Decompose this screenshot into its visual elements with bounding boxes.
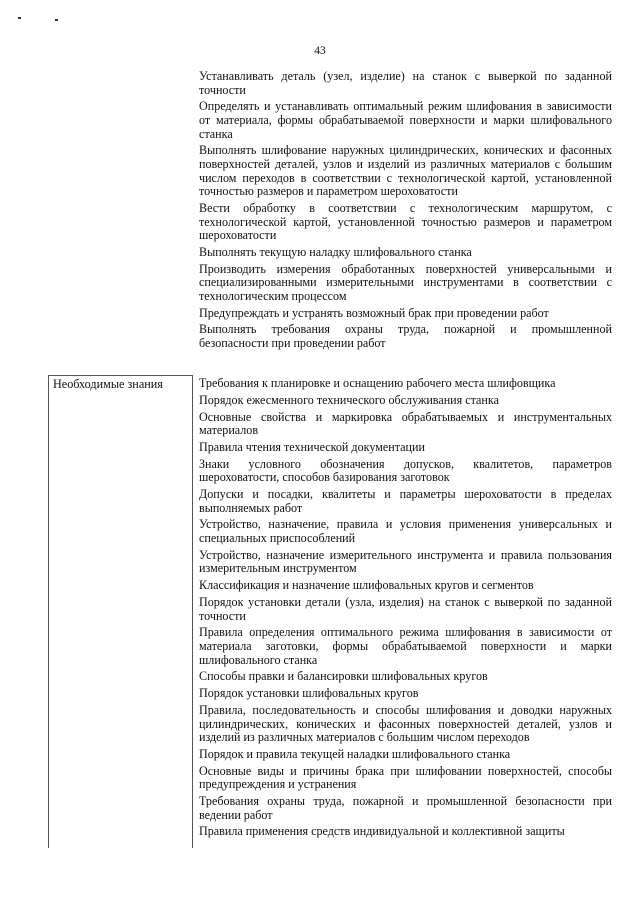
- knowledge-label-cell: [48, 375, 193, 848]
- skill-item: Вести обработку в соответствии с технологическим маршрутом, с технологической картой, установленной точностью размеров и параметром шероховатости: [199, 200, 612, 243]
- knowledge-item: Порядок и правила текущей наладки шлифовального станка: [199, 746, 511, 761]
- skill-item: Выполнять требования охраны труда, пожарной и промышленной безопасности при проведении работ: [199, 322, 612, 350]
- knowledge-item: Правила, последовательность и способы шлифования и доводки наружных цилиндрических, конических и фасонных поверхностей деталей, узлов и изделий из различных материалов с большим числом переходов: [199, 702, 612, 745]
- knowledge-item: Классификация и назначение шлифовальных кругов и сегментов: [199, 578, 534, 593]
- knowledge-item: Основные виды и причины брака при шлифовании поверхностей, способы предупреждения и устранения: [199, 763, 612, 792]
- knowledge-item: Порядок установки детали (узла, изделия) на станок с выверкой по заданной точности: [199, 595, 612, 623]
- skill-item: Предупреждать и устранять возможный брак при проведении работ: [199, 305, 549, 320]
- knowledge-item: Требования охраны труда, пожарной и промышленной безопасности при ведении работ: [199, 794, 612, 822]
- knowledge-item: Порядок ежесменного технического обслуживания станка: [199, 392, 499, 407]
- knowledge-item: Способы правки и балансировки шлифовальных кругов: [199, 669, 488, 684]
- scan-mark: [18, 17, 21, 19]
- knowledge-item: Основные свойства и маркировка обрабатываемых и инструментальных материалов: [199, 409, 612, 438]
- knowledge-item: Правила определения оптимального режима шлифования в зависимости от материала заготовки, формы обрабатываемой поверхности и марки шлифовального станка: [199, 625, 612, 667]
- knowledge-item: Устройство, назначение измерительного инструмента и правила пользования измерительным инструментом: [199, 547, 612, 576]
- knowledge-item: Правила чтения технической документации: [199, 439, 425, 454]
- knowledge-item: Устройство, назначение, правила и условия применения универсальных и специальных приспособлений: [199, 517, 612, 546]
- skill-item: Выполнять шлифование наружных цилиндрических, конических и фасонных поверхностей деталей, узлов и изделий из различных материалов с большим числом переходов в соответствии с технологической картой, установленной точностью размеров и параметром шероховатости: [199, 143, 612, 199]
- page-number: 43: [314, 45, 326, 57]
- skill-item: Устанавливать деталь (узел, изделие) на станок с выверкой по заданной точности: [199, 69, 612, 97]
- knowledge-item: Правила применения средств индивидуальной и коллективной защиты: [199, 824, 565, 839]
- knowledge-item: Требования к планировке и оснащению рабочего места шлифовщика: [199, 376, 556, 390]
- skill-item: Выполнять текущую наладку шлифовального станка: [199, 244, 472, 259]
- knowledge-item: Порядок установки шлифовальных кругов: [199, 686, 419, 701]
- scan-mark: [55, 19, 58, 21]
- knowledge-list: [199, 377, 612, 842]
- skills-list: [199, 70, 612, 354]
- knowledge-label: Необходимые знания: [53, 377, 163, 391]
- knowledge-item: Допуски и посадки, квалитеты и параметры шероховатости в пределах выполняемых работ: [199, 487, 612, 515]
- knowledge-item: Знаки условного обозначения допусков, квалитетов, параметров шероховатости, способов базирования заготовок: [199, 456, 612, 485]
- skill-item: Определять и устанавливать оптимальный режим шлифования в зависимости от материала, формы обрабатываемой поверхности и марки шлифовального станка: [199, 99, 612, 141]
- skill-item: Производить измерения обработанных поверхностей универсальными и специализированными измерительными инструментами в соответствии с технологическим процессом: [199, 261, 612, 303]
